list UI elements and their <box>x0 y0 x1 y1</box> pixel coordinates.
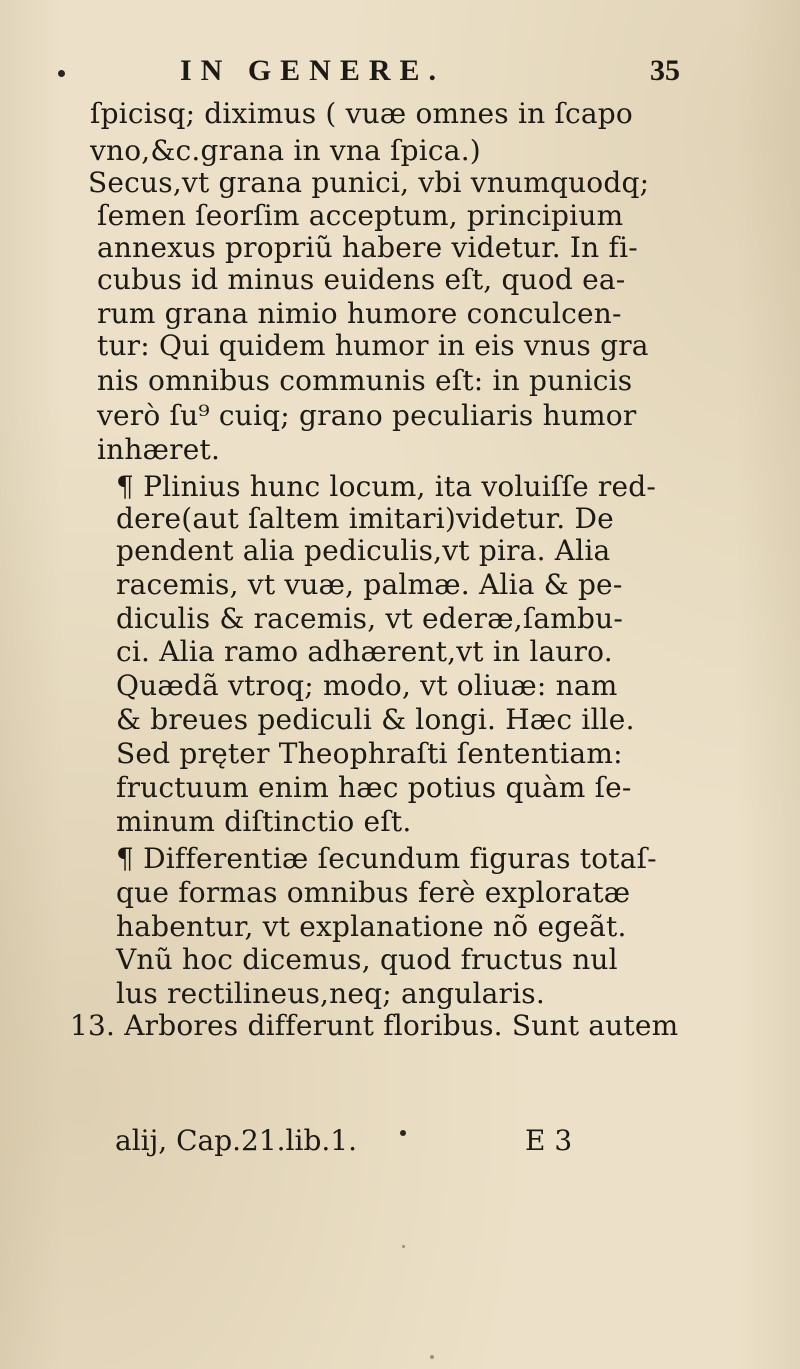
page-number: 35 <box>650 54 680 87</box>
text-line: racemis, vt vuæ, palmæ. Alia & pe- <box>116 568 623 601</box>
text-line: nis omnibus communis eſt: in punicis <box>97 364 633 397</box>
signature-mark: E 3 <box>525 1124 573 1157</box>
running-head: IN GENERE. <box>180 54 446 87</box>
text-line: ci. Alia ramo adhærent,vt in lauro. <box>116 635 613 668</box>
text-line: que formas omnibus ferè exploratæ <box>116 876 631 909</box>
page-header <box>50 52 690 92</box>
text-line: ſemen ſeorſim acceptum, principium <box>97 199 624 232</box>
catchword-line <box>115 1124 635 1160</box>
catchword-reference: alij, Cap.21.lib.1. <box>115 1124 358 1157</box>
text-line: verò ſu⁹ cuiq; grano peculiaris humor <box>97 399 637 432</box>
text-line: dere(aut ſaltem imitari)videtur. De <box>116 502 614 535</box>
text-line: lus rectilineus,neq; angularis. <box>116 977 545 1010</box>
text-line: tur: Qui quidem humor in eis vnus gra <box>97 329 649 362</box>
text-line: 13. Arbores differunt floribus. Sunt autem <box>70 1009 679 1042</box>
text-line: cubus id minus euidens eſt, quod ea- <box>97 263 626 296</box>
text-line: fructuum enim hæc potius quàm ſe- <box>116 771 632 804</box>
text-line: annexus propriũ habere videtur. In fi- <box>97 231 638 264</box>
text-line: Sed pręter Theophraſti ſententiam: <box>116 737 623 770</box>
text-line: minum diſtinctio eſt. <box>116 805 412 838</box>
paper-speck <box>402 1245 405 1248</box>
text-line: diculis & racemis, vt ederæ,ſambu- <box>116 602 624 635</box>
text-line: ¶ Differentiæ ſecundum figuras totaſ- <box>116 842 657 875</box>
text-line: Secus,vt grana punici, vbi vnumquodq; <box>88 166 650 199</box>
ink-dot <box>400 1130 406 1136</box>
text-line: rum grana nimio humore conculcen- <box>97 297 622 330</box>
text-line: & breues pediculi & longi. Hæc ille. <box>116 703 635 736</box>
paper-speck <box>430 1355 434 1359</box>
text-line: vno,&c.grana in vna ſpica.) <box>90 134 481 167</box>
text-line: Vnũ hoc dicemus, quod fructus nul <box>116 943 618 976</box>
text-line: habentur, vt explanatione nõ egeãt. <box>116 910 627 943</box>
text-line: inhæret. <box>97 433 221 466</box>
text-line: ſpicisq; diximus ( vuæ omnes in ſcapo <box>90 97 633 130</box>
text-line: ¶ Plinius hunc locum, ita voluiſſe red- <box>116 470 657 503</box>
text-line: Quædã vtroq; modo, vt oliuæ: nam <box>116 669 618 702</box>
header-dot <box>58 70 65 77</box>
text-line: pendent alia pediculis,vt pira. Alia <box>116 534 611 567</box>
